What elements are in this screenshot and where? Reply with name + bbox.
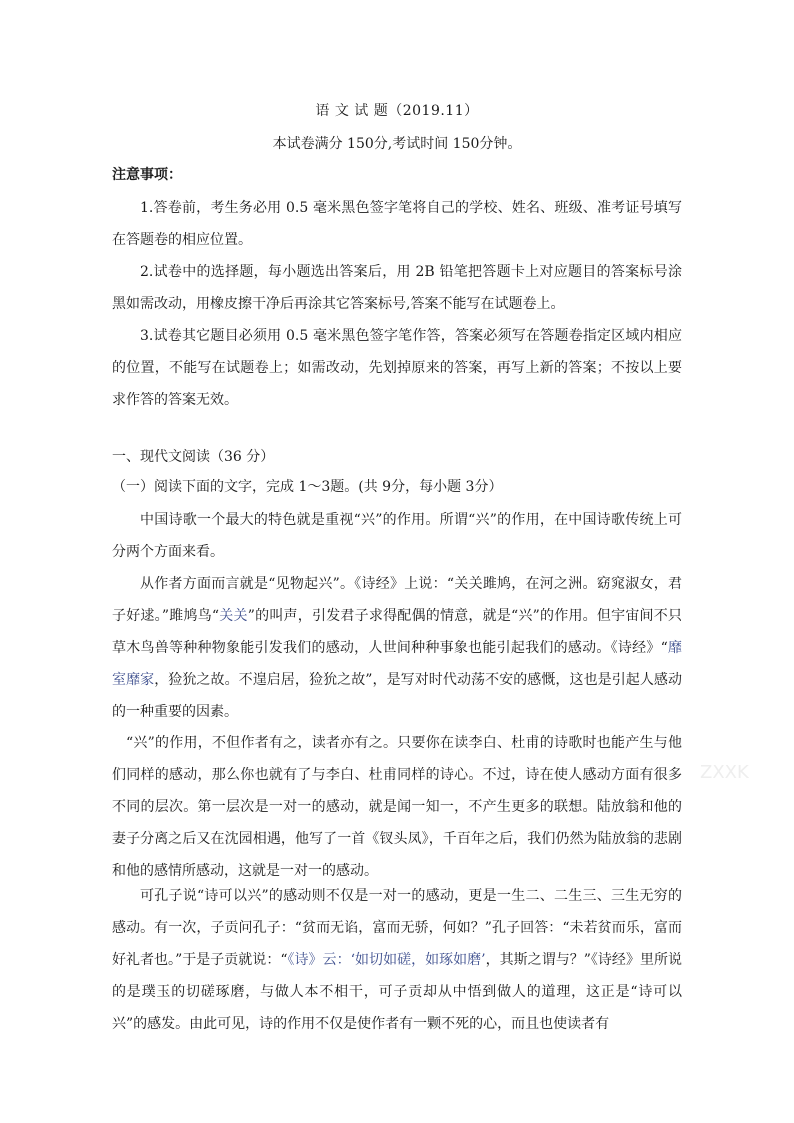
exam-title: 语 文 试 题（2019.11） [315,103,479,119]
notice-item-2: 2.试卷中的选择题，每小题选出答案后，用 2B 铅笔把答题卡上对应题目的答案标号涂黑如需改动，用橡皮擦干净后再涂其它答案标号,答案不能写在试题卷上。 [112,264,682,312]
quote-mishimijia: 靡室靡家 [112,640,683,688]
paragraph-2-text-a: 从作者方面而言就是“见物起兴”。《诗经》上说：“关关雎鸠，在河之洲。窈窕淑女，君子好逑。”雎鸠鸟“ [112,576,682,624]
quote-shiyun: 《诗》云：‘如切如磋，如琢如磨’ [287,952,486,968]
paragraph-2-text-c: ”的叫声，引发君子求得配偶的情意，就是“兴”的作用。但宇宙间不只草木鸟兽等种种物象能引发我们的感动，人世间种种事象也能引起我们的感动。《诗经》“ [112,608,682,656]
paragraph-4-text-a: 可孔子说“诗可以兴”的感动则不仅是一对一的感动，更是一生二、二生三、三生无穷的感动。有一次，子贡问孔子：“贫而无谄，富而无骄，何如？”孔子回答：“未若贫而乐，富而好礼者也。”于是子贡就说：“ [112,888,682,968]
paragraph-2-text-e: ，猃狁之故。不遑启居，猃狁之故”，是写对时代动荡不安的感慨，这也是引起人感动的一种重要的因素。 [112,672,683,720]
section-heading: 一、现代文阅读（36 分） [112,449,275,465]
notice-heading: 注意事项： [112,167,182,183]
watermark-logo: ZXXK [700,762,749,783]
paragraph-4-text-c: ，其斯之谓与？”《诗经》里所说的是璞玉的切磋琢磨，与做人本不相干，可子贡却从中悟到做人的道理，这正是“诗可以兴”的感发。由此可见，诗的作用不仅是使作者有一颗不死的心，而且也使读者有 [112,952,682,1032]
notice-item-1: 1.答卷前，考生务必用 0.5 毫米黑色签字笔将自己的学校、姓名、班级、准考证号填写在答题卷的相应位置。 [112,200,682,248]
passage-paragraph-4 [112,880,682,1040]
passage-paragraph-1: 中国诗歌一个最大的特色就是重视“兴”的作用。所谓“兴”的作用，在中国诗歌传统上可分两个方面来看。 [112,512,682,560]
passage-paragraph-3: “兴”的作用，不但作者有之，读者亦有之。只要你在读李白、杜甫的诗歌时也能产生与他们同样的感动，那么你也就有了与李白、杜甫同样的诗心。不过，诗在使人感动方面有很多不同的层次。第一层次是一对一的感动，就是闻一知一，不产生更多的联想。陆放翁和他的妻子分离之后又在沈园相遇，他写了一首《钗头凤》，千百年之后，我们仍然为陆放翁的悲剧和他的感情所感动，这就是一对一的感动。 [112,735,682,879]
quote-guanguan: 关关 [219,608,248,624]
section-subheading: （一）阅读下面的文字，完成 1～3题。(共 9分，每小题 3分） [112,479,503,495]
passage-paragraph-2 [112,568,682,728]
exam-subtitle: 本试卷满分 150分,考试时间 150分钟。 [272,136,522,152]
notice-item-3: 3.试卷其它题目必须用 0.5 毫米黑色签字笔作答，答案必须写在答题卷指定区域内相应的位置，不能写在试题卷上；如需改动，先划掉原来的答案，再写上新的答案；不按以上要求作答的答案无效。 [112,328,682,408]
